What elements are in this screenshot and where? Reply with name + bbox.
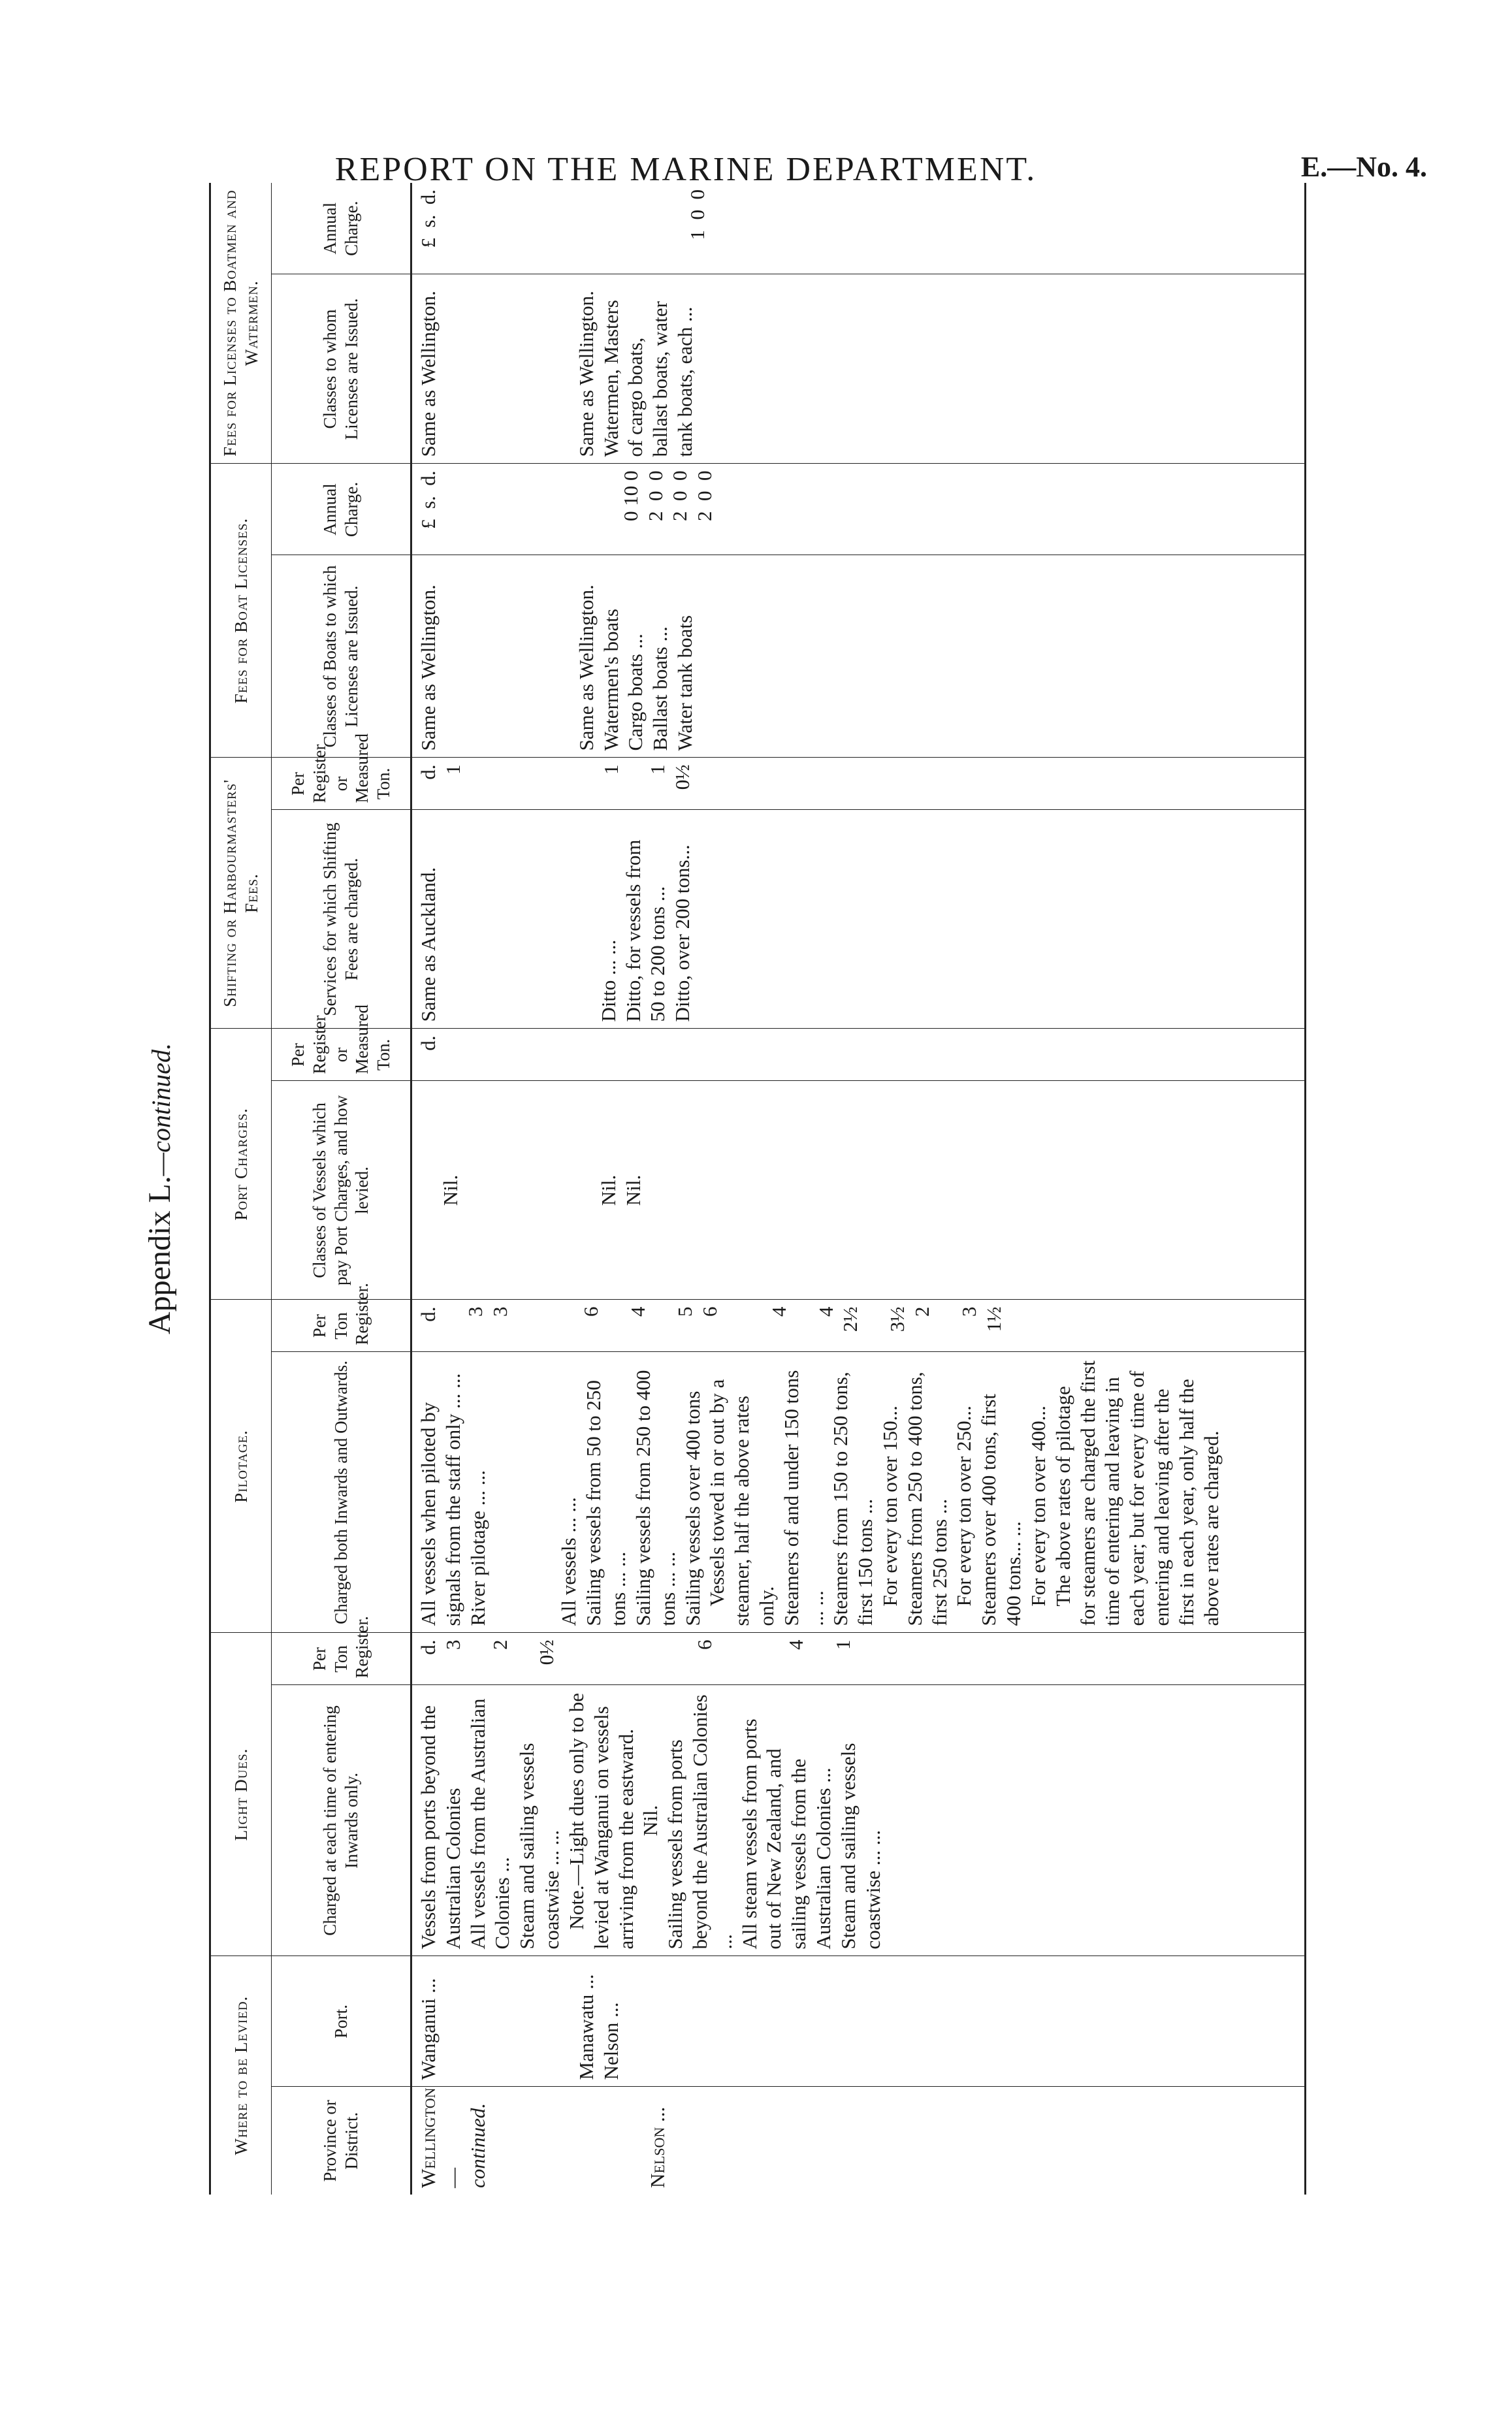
pilot-rate-n5: 4 bbox=[814, 1306, 837, 1317]
boat-rate-n2: 2 0 0 bbox=[643, 470, 667, 521]
col-shift-rate: Per Register or Measured Ton. bbox=[272, 758, 411, 810]
pilot-nelson-9: For every ton over 250... bbox=[952, 1406, 976, 1607]
col-light-desc: Charged at each time of entering Inwards only. bbox=[272, 1685, 411, 1956]
pilot-rate-n4: 4 bbox=[767, 1306, 790, 1317]
port-desc-cell bbox=[411, 1081, 1306, 1300]
pilot-rate-n1: 4 bbox=[626, 1306, 650, 1317]
pilot-nelson-4: Vessels towed in or out by a steamer, half the above rates only. bbox=[705, 1379, 778, 1626]
port-rate-cell bbox=[411, 1029, 1306, 1081]
group-pilotage: Pilotage. bbox=[210, 1300, 272, 1633]
port-rate-unit: d. bbox=[417, 1035, 440, 1051]
pilot-nelson-6: Steamers from 150 to 250 tons, first 150 tons ... bbox=[829, 1372, 877, 1626]
shift-rate-w: 1 bbox=[441, 764, 464, 775]
light-wanganui-3: Steam and sailing vessels coastwise ... ... bbox=[515, 1743, 564, 1950]
boat-wanganui: Same as Wellington. bbox=[417, 585, 440, 751]
appendix-label: Appendix L. bbox=[142, 1176, 177, 1334]
pilot-rate-m: 6 bbox=[579, 1306, 603, 1317]
men-nelson: Watermen, Masters of cargo boats, ballast boats, water tank boats, each ... bbox=[599, 300, 697, 457]
col-pilot-rate: Per Ton Register. bbox=[272, 1300, 411, 1352]
men-rate-n: 1 0 0 bbox=[685, 189, 709, 240]
light-rate-n1: 6 bbox=[693, 1639, 716, 1650]
province-nelson: Nelson ... bbox=[646, 2106, 669, 2188]
shift-desc-cell bbox=[411, 810, 1306, 1029]
boat-desc-cell bbox=[411, 555, 1306, 758]
province-wellington-continued: continued. bbox=[466, 2103, 489, 2188]
province-cell bbox=[411, 2087, 1306, 2195]
boat-rate-n3: 2 0 0 bbox=[668, 470, 692, 521]
boat-nelson-2: Cargo boats ... bbox=[624, 634, 647, 751]
boat-nelson-1: Watermen's boats bbox=[599, 609, 622, 751]
boat-rate-unit: £ s. d. bbox=[417, 470, 440, 530]
boat-nelson-4: Water tank boats bbox=[673, 615, 697, 751]
men-manawatu: Same as Wellington. bbox=[574, 291, 598, 457]
shift-nelson-1: Ditto, for vessels from 50 to 200 tons ... bbox=[621, 839, 669, 1022]
group-header-row bbox=[210, 183, 272, 2195]
pilot-nelson-5: Steamers of and under 150 tons ... ... bbox=[779, 1370, 828, 1626]
appendix-heading bbox=[137, 183, 183, 2195]
pilot-nelson-10: Steamers over 400 tons, first 400 tons... ... bbox=[977, 1393, 1025, 1626]
group-shifting-fees: Shifting or Harbourmasters' Fees. bbox=[210, 758, 272, 1029]
pilot-wanganui-1: All vessels when piloted by signals from the staff only ... ... bbox=[417, 1373, 464, 1626]
port-charge-wanganui: Nil. bbox=[439, 1174, 462, 1206]
port-wanganui: Wanganui ... bbox=[417, 1978, 440, 2080]
light-nelson-3: Steam and sailing vessels coastwise ... ... bbox=[836, 1743, 884, 1950]
shift-rate-n2: 0½ bbox=[671, 764, 694, 790]
port-charge-nelson: Nil. bbox=[621, 1174, 645, 1206]
shift-rate-m: 1 bbox=[599, 764, 622, 775]
pilot-rate-n6: 2½ bbox=[839, 1306, 862, 1332]
col-men-rate: Annual Charge. bbox=[272, 183, 411, 274]
group-port-charges: Port Charges. bbox=[210, 1029, 272, 1300]
boat-rate-n1: 0 10 0 bbox=[619, 470, 642, 521]
boat-rate-cell bbox=[411, 464, 1306, 555]
page-title: REPORT ON THE MARINE DEPARTMENT. bbox=[334, 151, 1037, 188]
light-rate-w3: 0½ bbox=[535, 1639, 558, 1666]
col-boat-desc: Classes of Boats to which Licenses are Issued. bbox=[272, 555, 411, 758]
light-rate-n2: 4 bbox=[784, 1639, 808, 1650]
light-rate-unit: d. bbox=[417, 1639, 440, 1655]
shift-rate-unit: d. bbox=[417, 764, 440, 780]
light-nelson-2: All steam vessels from ports out of New Zealand, and sailing vessels from the Australian Colonies ... bbox=[737, 1718, 835, 1950]
pilot-rate-cell bbox=[411, 1300, 1306, 1352]
pilot-nelson-note: The above rates of pilotage for steamers are charged the first time of entering and leaving in each year; but for every time of entering and leaving after the first in each year, only half the above rates are charged. bbox=[1051, 1360, 1223, 1626]
pilot-rate-w2: 3 bbox=[488, 1306, 511, 1317]
pilot-nelson-8: Steamers from 250 to 400 tons, first 250 tons ... bbox=[903, 1372, 951, 1626]
col-pilot-desc: Charged both Inwards and Outwards. bbox=[272, 1352, 411, 1633]
boat-rate-n4: 2 0 0 bbox=[693, 470, 716, 521]
shift-rate-cell bbox=[411, 758, 1306, 810]
pilot-nelson-3: Sailing vessels over 400 tons bbox=[681, 1391, 704, 1626]
table-body-row bbox=[411, 183, 1306, 2195]
men-wanganui: Same as Wellington. bbox=[417, 291, 440, 457]
men-rate-cell bbox=[411, 183, 1306, 274]
light-rate-cell bbox=[411, 1633, 1306, 1685]
pilot-rate-n2: 5 bbox=[673, 1306, 697, 1317]
group-light-dues: Light Dues. bbox=[210, 1633, 272, 1956]
pilot-nelson-1: Sailing vessels from 50 to 250 tons ... ... bbox=[582, 1380, 630, 1626]
pilot-manawatu: All vessels ... ... bbox=[557, 1497, 581, 1626]
port-charge-manawatu: Nil. bbox=[596, 1174, 620, 1206]
light-manawatu: Nil. bbox=[639, 1805, 662, 1837]
col-boat-rate: Annual Charge. bbox=[272, 464, 411, 555]
pilot-rate-w1: 3 bbox=[463, 1306, 487, 1317]
pilot-rate-n9: 3 bbox=[957, 1306, 980, 1317]
pilot-desc-cell bbox=[411, 1352, 1306, 1633]
col-men-desc: Classes to whom Licenses are Issued. bbox=[272, 274, 411, 464]
col-province: Province or District. bbox=[272, 2087, 411, 2195]
appendix-continued: —continued. bbox=[146, 1043, 176, 1176]
pilot-rate-n10: 1½ bbox=[982, 1306, 1005, 1332]
dues-table bbox=[209, 183, 1306, 2195]
port-cell bbox=[411, 1956, 1306, 2087]
boat-nelson-3: Ballast boats ... bbox=[649, 626, 672, 751]
boat-manawatu: Same as Wellington. bbox=[574, 585, 598, 751]
pilot-wanganui-2: River pilotage ... ... bbox=[466, 1470, 489, 1626]
pilot-nelson-11: For every ton over 400... bbox=[1026, 1406, 1050, 1607]
page-reference: E.—No. 4. bbox=[1300, 151, 1427, 183]
pilot-rate-n7: 3½ bbox=[886, 1306, 909, 1332]
light-rate-n3: 1 bbox=[831, 1639, 854, 1650]
men-desc-cell bbox=[411, 274, 1306, 464]
pilot-rate-unit: d. bbox=[417, 1306, 440, 1322]
col-shift-desc: Services for which Shifting Fees are charged. bbox=[272, 810, 411, 1029]
men-rate-unit: £ s. d. bbox=[417, 189, 440, 248]
col-port: Port. bbox=[272, 1956, 411, 2087]
port-nelson: Nelson ... bbox=[599, 2002, 622, 2080]
sub-header-row bbox=[272, 183, 411, 2195]
light-wanganui-2: All vessels from the Australian Colonies ... bbox=[466, 1698, 514, 1950]
shift-nelson-2: Ditto, over 200 tons... bbox=[671, 845, 694, 1022]
light-nelson-1: Sailing vessels from ports beyond the Australian Colonies ... bbox=[664, 1694, 736, 1950]
light-wanganui-note: Note.—Light dues only to be levied at Wanganui on vessels arriving from the eastward. bbox=[564, 1693, 637, 1950]
rotated-table-block bbox=[137, 183, 1313, 2195]
col-port-desc: Classes of Vessels which pay Port Charges, and how levied. bbox=[272, 1081, 411, 1300]
pilot-nelson-7: For every ton over 150... bbox=[878, 1406, 901, 1607]
group-boatmen-licenses: Fees for Licenses to Boatmen and Watermen. bbox=[210, 183, 272, 464]
light-rate-w1: 3 bbox=[441, 1639, 464, 1650]
shift-manawatu: Ditto ... ... bbox=[596, 939, 620, 1022]
col-light-rate: Per Ton Register. bbox=[272, 1633, 411, 1685]
light-desc-cell bbox=[411, 1685, 1306, 1956]
light-rate-w2: 2 bbox=[488, 1639, 511, 1650]
pilot-nelson-2: Sailing vessels from 250 to 400 tons ... ... bbox=[631, 1370, 679, 1626]
group-where: Where to be Levied. bbox=[210, 1956, 272, 2195]
shift-wanganui: Same as Auckland. bbox=[417, 867, 440, 1022]
light-wanganui-1: Vessels from ports beyond the Australian Colonies bbox=[417, 1705, 464, 1950]
col-port-rate: Per Register or Measured Ton. bbox=[272, 1029, 411, 1081]
shift-rate-n1: 1 bbox=[646, 764, 669, 775]
group-boat-licenses: Fees for Boat Licenses. bbox=[210, 464, 272, 758]
pilot-rate-n3: 6 bbox=[698, 1306, 721, 1317]
pilot-rate-n8: 2 bbox=[910, 1306, 933, 1317]
province-wellington: Wellington— bbox=[417, 2087, 464, 2188]
port-manawatu: Manawatu ... bbox=[574, 1974, 598, 2080]
